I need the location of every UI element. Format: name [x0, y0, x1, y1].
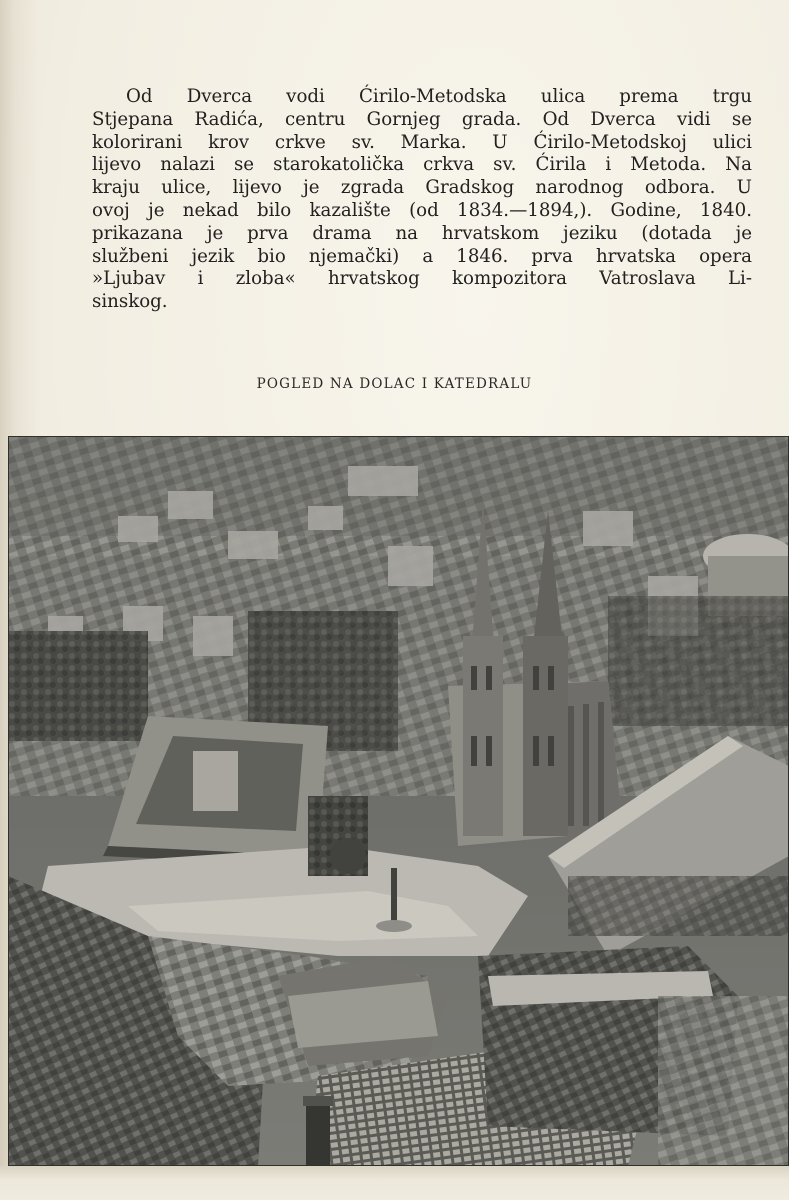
text-line: »Ljubav i zloba« hrvatskog kompozitora Vatroslava Li- [92, 268, 752, 290]
text-line: kraju ulice, lijevo je zgrada Gradskog narodnog odbora. U [92, 177, 752, 199]
photo-caption: POGLED NA DOLAC I KATEDRALU [256, 376, 533, 392]
text-line: Stjepana Radića, centru Gornjeg grada. Od Dverca vidi se [92, 108, 752, 130]
page-bottom-margin [0, 1166, 789, 1200]
text-line: Od Dverca vodi Ćirilo-Metodska ulica prema trgu [126, 86, 752, 107]
text-line: sinskog. [92, 291, 168, 313]
text-line: kolorirani krov crkve sv. Marka. U Ćirilo-Metodskoj ulici [92, 131, 752, 153]
text-line: ovoj je nekad bilo kazalište (od 1834.—1894,). Godine, 1840. [92, 199, 752, 221]
body-paragraph [92, 86, 752, 314]
aerial-photo [8, 436, 789, 1166]
text-line: lijevo nalazi se starokatolička crkva sv. Ćirila i Metoda. Na [92, 154, 752, 176]
text-line: prikazana je prva drama na hrvatskom jeziku (dotada je [92, 222, 752, 244]
text-line: službeni jezik bio njemački) a 1846. prva hrvatska opera [92, 245, 752, 267]
